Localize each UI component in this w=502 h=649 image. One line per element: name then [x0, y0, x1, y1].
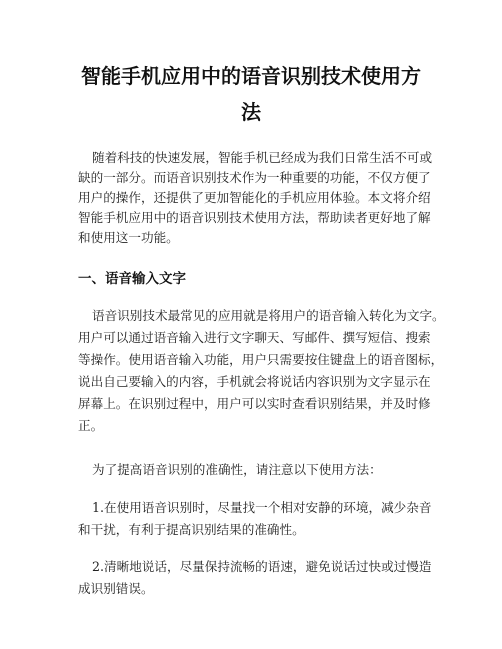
section-line: 屏幕上。在识别过程中，用户可以实时查看识别结果，并及时修	[78, 396, 431, 411]
section-line: 正。	[78, 418, 104, 433]
title-line-1: 智能手机应用中的语音识别技术使用方	[81, 64, 421, 88]
intro-line: 随着科技的快速发展，智能手机已经成为我们日常生活不可或	[92, 150, 433, 165]
intro-line: 和使用这一功能。	[78, 230, 179, 245]
intro-line: 用户的操作，还提供了更加智能化的手机应用体验。本文将介绍	[78, 190, 431, 205]
tip-1-line: 1.在使用语音识别时，尽量找一个相对安静的环境，减少杂音	[92, 500, 432, 515]
tips-intro: 为了提高语音识别的准确性，请注意以下使用方法：	[92, 462, 382, 477]
intro-line: 智能手机应用中的语音识别技术使用方法，帮助读者更好地了解	[78, 210, 431, 225]
section-line: 用户可以通过语音输入进行文字聊天、写邮件、撰写短信、搜索	[78, 330, 431, 345]
tip-2-line: 2.清晰地说话，尽量保持流畅的语速，避免说话过快或过慢造	[92, 559, 432, 574]
section-line: 等操作。使用语音输入功能，用户只需要按住键盘上的语音图标，	[78, 352, 444, 367]
tip-2-line: 成识别错误。	[78, 581, 154, 596]
document-title	[60, 58, 442, 130]
section-heading: 一、语音输入文字	[78, 271, 186, 287]
title-line-2: 法	[241, 100, 261, 124]
section-line: 说出自己要输入的内容，手机就会将说话内容识别为文字显示在	[78, 374, 431, 389]
intro-line: 缺的一部分。而语音识别技术作为一种重要的功能，不仅方便了	[78, 170, 431, 185]
section-line: 语音识别技术最常见的应用就是将用户的语音输入转化为文字。	[92, 308, 445, 323]
tip-1-line: 和干扰，有利于提高识别结果的准确性。	[78, 522, 305, 537]
